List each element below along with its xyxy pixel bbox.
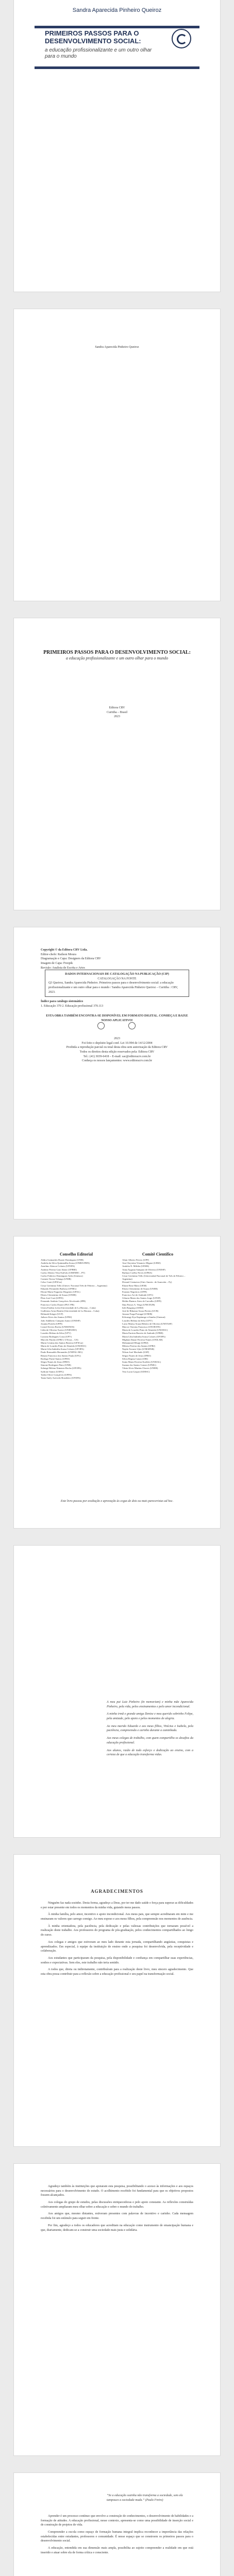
board-member: Josania Portela (UFPI) [41,1322,62,1325]
epigraph-paragraph: A educação, entendida em sua dimensão mais ampla, possibilita ao sujeito compreender a realidade em que está inserido e atuar sobre ela de forma crítica e consciente. [41,2547,193,2554]
ack2-paragraph: Aos colegas do grupo de estudos, pelas discussões enriquecedoras e pelo apoio constante. As reflexões construídas coletivamente ampliaram meu olhar sobre a educação e sobre o mundo do trabalho. [41,2201,193,2209]
board-member: Carlos Alberto Vilar Estêvão (UMINHO – PT) [41,1271,85,1274]
ack-paragraph: À minha família, pelo amor, incentivo e apoio incondicional. Aos meus pais, que sempre acreditaram em mim e me ensinaram os valores que carrego comigo. Ao meu esposo e aos meus filhos, pela compreensão nos momentos de ausência. [41,1913,193,1921]
board-member: Inês Bragança (UERJ) [122,1306,144,1309]
index-title: Índice para catálogo sistemático [41,1000,83,1003]
board-left-list [41,1259,112,1380]
board-member: Diosnel Centurion (Univ Americ. de Asunción – Py) [122,1281,172,1284]
title-page-subtitle: a educação profissionalizante e um outro olhar para o mundo [65,656,169,660]
board-member: Jailson Alves dos Santos (UFRJ) [41,1316,72,1319]
copyright-line: Revisão: Analista de Escrita e Artes [41,966,85,970]
board-member: Ilma Passos A. Veiga (UNICEUB) [122,1303,155,1306]
index-body: 1. Educação 370 2. Educação profissional 370.113 [41,1004,104,1008]
board-member: Mohammed Elhajji (UFRJ) [122,1341,148,1344]
google-play-icon [128,1022,136,1029]
board-member: Maria Lília Imbiriba Sousa Colares (UFOPA) [122,1335,165,1338]
board-member: Maria Lília Imbiriba Sousa Colares (UFOPA) [41,1348,84,1351]
board-member: Sydione Santos (UEPG) [41,1370,64,1373]
board-member: Suzana dos Santos Gomes (UFMG) [122,1364,156,1367]
board-member: Luciano Rodrigues Costa (UFV) [41,1335,72,1338]
board-member: Silvia Regina Canan (URI) [122,1357,148,1360]
ack-paragraph: Aos colegas e amigos que estiveram ao meu lado durante esta jornada, compartilhando angústias, conquistas e aprendizados. Em especial, à equipe da instituição de ensino onde a pesquisa foi desenvolvida, pela receptividade e colaboração. [41,1940,193,1953]
dedication-text: Ao meu marido Eduardo e aos meus filhos, Vinícius e Isabela, pela paciência, compreensão e carinho durante a caminhada. [107,1724,193,1733]
board-member: Cesar Gerónimo Tello (Univer. Nacional Três de Febrero – Argentina) [41,1284,107,1287]
copyright-line: Copyright © da Editora CRV Ltda. [41,948,88,952]
ack-paragraph: A todos que, direta ou indiretamente, contribuíram para a realização deste livro, meu sincero agradecimento. Que esta obra possa contribuir para a reflexão sobre a educação profissional e seu papel na transformação social. [41,1968,193,1976]
board-member: Fernando Antônio Gonçalves Alcoforado (IPB) [41,1300,86,1303]
board-member: Ana Chrystina Venancio Mignot (UERJ) [122,1262,161,1265]
page-copyright [14,927,220,1219]
epigraph-paragraph: Aprender é um processo contínuo que envolve a construção de conhecimentos, o desenvolvimento de habilidades e a formação de atitudes. A educação profissional, nesse contexto, apresenta-se como uma possibilidade de inserção social e de construção de projetos de vida. [41,2515,193,2527]
board-member: Altair Alberto Fávero (UPF) [122,1259,149,1261]
dedication-text: Aos meus colegas de trabalho, com quem compartilho os desafios da educação profissional. [107,1737,193,1744]
ack-paragraph: À minha orientadora, pela paciência, pela dedicação e pelas valiosas contribuições que tornaram possível a realização deste trabalho. Aos professores do programa de pós-graduação, pelos conhecimentos compartilhados ao longo do curso. [41,1924,193,1937]
board-right-list [122,1259,193,1374]
board-member: Lourdes Helena da Silva (UFV) [122,1319,153,1322]
title-page-city: Curitiba – Brasil [107,710,127,714]
board-member: Carmen Tereza Velanga (UNIR) [41,1278,72,1281]
page-epigraph [14,2473,220,2576]
board-member: Solange Helena Ximenes-Rocha (UFOPA) [41,1367,81,1370]
board-member: Lourdes Helena da Silva (UFV) [41,1332,71,1335]
cip-subtitle: CATALOGAÇÃO NA FONTE [97,977,137,980]
board-member: Anselmo Alencar Colares (UFOPA) [41,1265,75,1268]
board-member: Marcelo Paixão (UFRJ e UTexas – US) [41,1338,78,1341]
ack-title: AGRADECIMENTOS [91,1889,143,1894]
page-half-title [14,309,220,601]
board-member: Vera Lucia Gaspar (UDESC) [122,1370,150,1373]
board-member: Tadeu Oliver Gonçalves (UFPA) [41,1373,72,1376]
copyright-line: Imagem de Capa: Freepik [41,962,73,965]
dedication-text: A meu pai Luiz Pinheiro (In memoriam) e minha mãe Aparecida Pinheiro, pela vida, pelos ensinamentos e pelo amor incondicional. [107,1701,193,1708]
page-board [14,1236,220,1528]
board-member: Mônica Pereira dos Santos (UFRJ) [122,1345,156,1348]
copyright-line: Diagramação e Capa: Designers da Editora CRV [41,957,101,961]
board-member: Aldira Guimarães Duarte Domínguez (UNB) [41,1259,83,1261]
board-right-title: Comitê Científico [142,1252,174,1257]
board-member: Anna Augusta Sampaio de Oliveira (UNESP) [122,1268,165,1271]
board-member: Lídia de Oliveira Xavier (UNIEURO) [41,1329,77,1332]
board-member: Eliane Rose Maio (UEM) [122,1284,147,1287]
copyright-line: Editor-chefe: Railson Moura [41,953,76,956]
board-member: Sérgio Nunes de Jesus (IFRO) [41,1361,70,1363]
copyright-prohibition: Proibida a reprodução parcial ou total desta obra sem autorização da Editora CRV [66,1046,168,1049]
ack-paragraph: Aos estudantes que participaram da pesquisa, pela disponibilidade e confiança em compartilhar suas experiências, sonhos e expectativas. Sem eles, este trabalho não teria sentido. [41,1956,193,1964]
page-acknowledgements-2 [14,2164,220,2455]
board-member: Francisco Carlos Duarte (PUC-PR) [41,1303,74,1306]
board-member: Jussara Fraga Portugal (UNEB) [122,1313,153,1316]
board-member: Maria de Lourdes Pinto de Almeida (UNOESC) [122,1329,168,1332]
board-member: Simone Rodrigues Pinto (UNB) [41,1364,71,1367]
board-member: Francisco Ari de Andrade (UFC) [122,1294,154,1297]
rights-notice: ESTA OBRA TAMBÉM ENCONTRA-SE DISPONÍVEL EM FORMATO DIGITAL. CONHEÇA E BAIXE NOSSO APLICATIVO! [46,1014,188,1022]
board-member: Elizeu Clementino de Souza (UNEB) [41,1294,76,1297]
copyright-reserved: Todos os direitos desta edição reservados pela: Editora CRV [79,1050,155,1054]
board-member: Antônio Pereira Gaio Júnior (UFRRJ) [41,1268,77,1271]
board-member: Sonia Maria Ferreira Koehler (UNISAL) [122,1361,161,1363]
epigraph-quote: “Se a educação sozinha não transforma a sociedade, sem ela tampouco a sociedade muda.” (Paulo Freire) [107,2494,183,2502]
board-member: Elione Maria Nogueira Diogenes (UFAL) [41,1290,80,1293]
title-page-year: 2023 [114,715,120,719]
board-member: Leonel Severo Rocha (UNISINOS) [41,1325,75,1328]
app-store-icon [97,1022,105,1029]
board-member: Helder Buenos Aires de Carvalho (UFPI) [122,1300,161,1303]
board-left-title: Conselho Editorial [59,1252,93,1257]
board-member: Elizeu Clementino de Souza (UNEB) [122,1287,158,1290]
board-member: Tania Suely Azevedo Brasileiro (UFOPA) [41,1376,81,1379]
board-member: João Adalberto Campato Junior (UNESP) [41,1319,80,1322]
board-member: Renato Francisco dos Santos Paula (UFG) [41,1354,81,1357]
cip-body: Q3 Queiroz, Sandra Aparecida Pinheiro. Primeiros passos para o desenvolvimento social: a educação profissionalizante e um outro olhar para o mundo / Sandra Aparecida Pinheiro Queiroz – Curitiba : CRV, 2023. [48,981,178,994]
board-member: Barbara Coelho Neves (UFBA) [122,1271,153,1274]
copyright-site: Conheça os nossos lançamentos: www.editoracrv.com.br [81,1059,153,1063]
board-note: Este livro passou por avaliação e aprovação às cegas de dois ou mais pareceristas ad hoc. [60,1500,174,1503]
board-member: Maria Cristina dos Santos Bezerra (UFSCar) [41,1341,83,1344]
board-member: Andréia N. Militão (UEMS) [122,1265,149,1268]
ack2-paragraph: Agradeço também às instituições que apoiaram esta pesquisa, possibilitando o acesso às informações e aos espaços necessários para o desenvolvimento do estudo. O acolhimento recebido foi fundamental para que os objetivos propostos fossem alcançados. [41,2185,193,2197]
board-member: Maria de Lourdes Pinto de Almeida (UNOESC) [41,1345,87,1348]
board-member: Andréia da Silva Quintanilha Sousa (UNIR/UFRN) [41,1262,90,1265]
page-cover [14,0,220,292]
board-member: Vânia Alves Martins Chaves (UNEB) [122,1367,158,1370]
half-title-author: Sandra Aparecida Pinheiro Queiroz [95,346,139,349]
epigraph-paragraph: Compreender a escola como espaço de formação humana integral implica reconhecer a importância das relações estabelecidas entre estudantes, professores e comunidade. É nesse espaço que se constroem os primeiros passos para o desenvolvimento social. [41,2531,193,2543]
ack-paragraph: Ninguém faz nada sozinho. Desta forma, agradeço a Deus, por ter me dado saúde e força para superar as dificuldades e por estar presente em todos os momentos da minha vida, guiando meus passos. [41,1902,193,1909]
board-member: Maria Eurácia Barreto de Andrade (UFRB) [122,1332,163,1335]
board-member: Nilson José Machado (USP) [122,1351,149,1354]
cover-subtitle: a educação profissionalizante e um outro olhar para o mundo [45,47,152,59]
board-member: Sérgio Nunes de Jesus (IFRO) [122,1354,151,1357]
board-member: Paulo Romualdo Hernandes (UNIFAL-MG) [41,1351,83,1354]
board-member: Élsio José Corá (UFFS) [41,1297,63,1300]
cover-author: Sandra Aparecida Pinheiro Queiroz [72,7,162,13]
title-page-publisher: Editora CRV [109,706,125,709]
board-member: Míghian Danae Ferreira Nunes (UNILAB) [122,1338,163,1341]
board-member: Marcos Vinicius Francisco (UNOESTE) [122,1325,161,1328]
ack2-paragraph: Aos amigos que, mesmo distantes, estiveram presentes com palavras de incentivo e carinho. Cada mensagem recebida foi um estímulo para seguir em frente. [41,2212,193,2221]
board-member: Helmuth Krüger (UCP) [41,1313,63,1316]
board-member: Gláucia Maria dos Santos Jorge (UFOP) [122,1297,161,1300]
copyright-legal: Foi feito o depósito legal conf. Lei 10.994 de 14/12/2004 [81,1041,153,1045]
publisher-logo-icon [172,29,191,48]
board-member: Gloria Fariñas León (Universidade de La Havana – Cuba) [41,1306,96,1309]
board-member: José de Ribamar Sousa Pereira (UCB) [122,1310,159,1312]
board-member: Rodrigo Pratte-Santos (UFES) [41,1357,70,1360]
board-member: Najela Tavares Ujiie (UNESPAR) [122,1348,155,1351]
dedication-text: Aos alunos, razão de todo esforço e dedicação ao ensino, com a certeza de que a educação transforma vidas. [107,1749,193,1757]
page-title [14,618,220,910]
cip-title: DADOS INTERNACIONAIS DE CATALOGAÇÃO NA PUBLICAÇÃO (CIP) [65,973,169,976]
ack2-paragraph: Por fim, agradeço a todos os educadores que acreditam na educação como instrumento de emancipação humana e que, diariamente, dedicam-se a construir uma sociedade mais justa e solidária. [41,2224,193,2232]
dedication-text: A minha irmã e grande amiga Denise e meu querido sobrinho Felipe, pela amizade, pelo apoio e pelos momentos de alegria. [107,1713,193,1721]
cover-title: PRIMEIROS PASSOS PARA O DESENVOLVIMENTO SOCIAL: [45,29,141,45]
board-member: Fauston Negreiros (UFPI) [122,1290,147,1293]
board-member: Lucia Marisy Souza Ribeiro de Oliveira (UNIVASF) [122,1322,173,1325]
board-member: Guillermo Arias Beatón (Universidade de La Havana – Cuba) [41,1310,99,1312]
page-acknowledgements [14,1855,220,2146]
copyright-year: 2023 [114,1037,120,1040]
copyright-contact: Tel.: (41) 3039-6418 – E-mail: sac@editoracrv.com.br [83,1055,151,1058]
board-member: Eduardo Fernandes Barbosa (UFMG) [41,1287,77,1290]
cip-box [45,970,189,997]
board-member: Kilwangy Kya Kapitango-a-Samba (Unemat) [122,1316,165,1319]
page-dedication [14,1546,220,1837]
title-page-title: PRIMEIROS PASSOS PARA O DESENVOLVIMENTO SOCIAL: [43,650,191,655]
board-member: Celso Conti (UFSCar) [41,1281,62,1284]
board-member: Cesar Gerónimo Tello (Universidad Nacional de Três de Febrero – Argentina) [122,1274,186,1281]
board-member: Carlos Federico Dominguez Avila (Unieuro) [41,1274,83,1277]
